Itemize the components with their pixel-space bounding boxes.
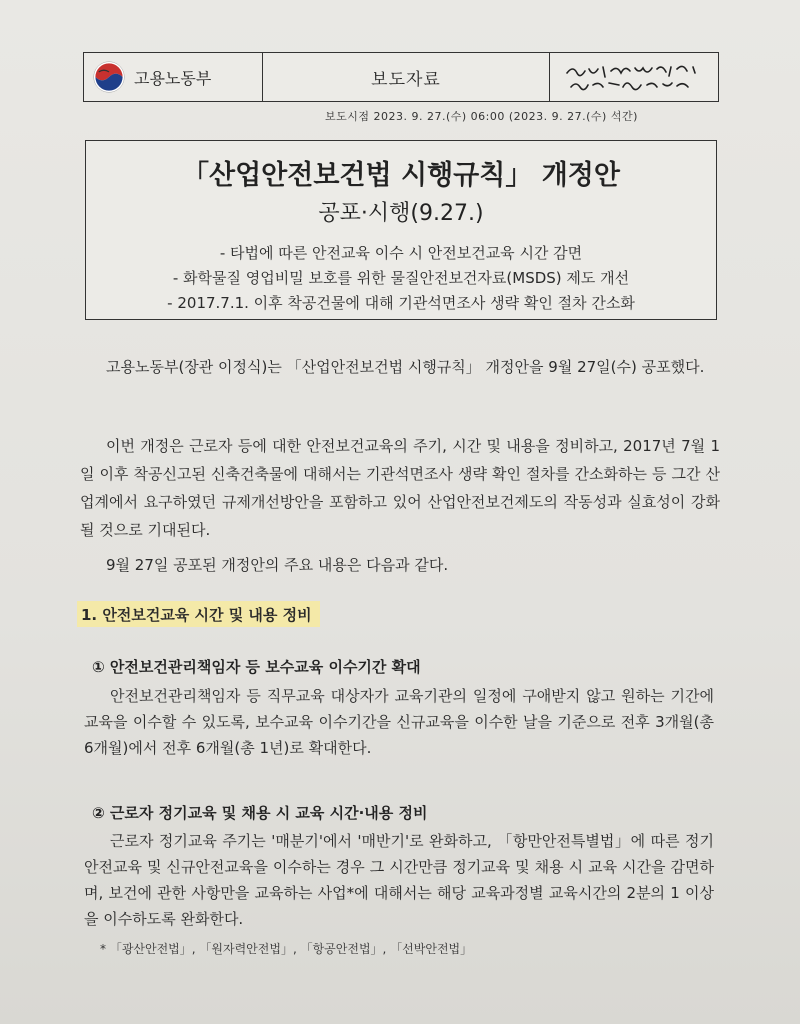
slogan-block bbox=[550, 53, 718, 101]
body-paragraph: 9월 27일 공포된 개정안의 주요 내용은 다음과 같다. bbox=[106, 556, 449, 574]
ministry-block bbox=[84, 53, 263, 101]
title-box bbox=[85, 140, 717, 320]
document-header bbox=[83, 52, 719, 102]
footnote: * 「광산안전법」, 「원자력안전법」, 「항공안전법」, 「선박안전법」 bbox=[100, 942, 473, 956]
release-time: 보도시점 2023. 9. 27.(수) 06:00 (2023. 9. 27.(수) 석간) bbox=[325, 110, 638, 123]
body-paragraph: 이번 개정은 근로자 등에 대한 안전보건교육의 주기, 시간 및 내용을 정비하고, 2017년 7월 1일 이후 착공신고된 신축건축물에 대해서는 기관석면조사 생략 확인 절차를 간소화하는 등 그간 산업계에서 요구하였던 규제개선방안을 포함하고 있어 산업안전보건제도의 작동성과 실효성이 강화될 것으로 기대된다. bbox=[80, 437, 720, 539]
body-paragraph: 고용노동부(장관 이정식)는 「산업안전보건법 시행규칙」 개정안을 9월 27일(수) 공포했다. bbox=[106, 358, 705, 376]
subsection-text: 안전보건관리책임자 등 직무교육 대상자가 교육기관의 일정에 구애받지 않고 원하는 기간에 교육을 이수할 수 있도록, 보수교육 이수기간을 신규교육을 이수한 날을 기준으로 전후 3개월(총 6개월)에서 전후 6개월(총 1년)로 확대한다. bbox=[84, 687, 714, 757]
document-type: 보도자료 bbox=[263, 53, 550, 101]
handwritten-slogan-icon bbox=[559, 59, 709, 95]
subsection-text: 근로자 정기교육 주기는 '매분기'에서 '매반기'로 완화하고, 「항만안전특별법」에 따른 정기안전교육 및 신규안전교육을 이수하는 경우 그 시간만큼 정기교육 및 채용 시 교육 시간을 감면하며, 보건에 관한 사항만을 교육하는 사업*에 대해서는 해당 교육과정별 교육시간의 2분의 1 이상을 이수하도록 완화한다. bbox=[84, 832, 714, 928]
subsection-heading: ② 근로자 정기교육 및 채용 시 교육 시간·내용 정비 bbox=[92, 804, 428, 822]
summary-bullet: - 2017.7.1. 이후 착공건물에 대해 기관석면조사 생략 확인 절차 간소화 bbox=[167, 294, 635, 312]
page-subtitle: 공포·시행(9.27.) bbox=[318, 201, 484, 226]
government-emblem-icon bbox=[92, 60, 126, 94]
page-title: 「산업안전보건법 시행규칙」 개정안 bbox=[182, 160, 620, 191]
ministry-name: 고용노동부 bbox=[134, 68, 212, 88]
section-heading: 1. 안전보건교육 시간 및 내용 정비 bbox=[77, 601, 320, 627]
summary-bullet: - 화학물질 영업비밀 보호를 위한 물질안전보건자료(MSDS) 제도 개선 bbox=[172, 269, 630, 287]
summary-bullet: - 타법에 따른 안전교육 이수 시 안전보건교육 시간 감면 bbox=[219, 244, 583, 262]
subsection-heading: ① 안전보건관리책임자 등 보수교육 이수기간 확대 bbox=[92, 658, 421, 676]
summary-bullets bbox=[86, 241, 716, 316]
